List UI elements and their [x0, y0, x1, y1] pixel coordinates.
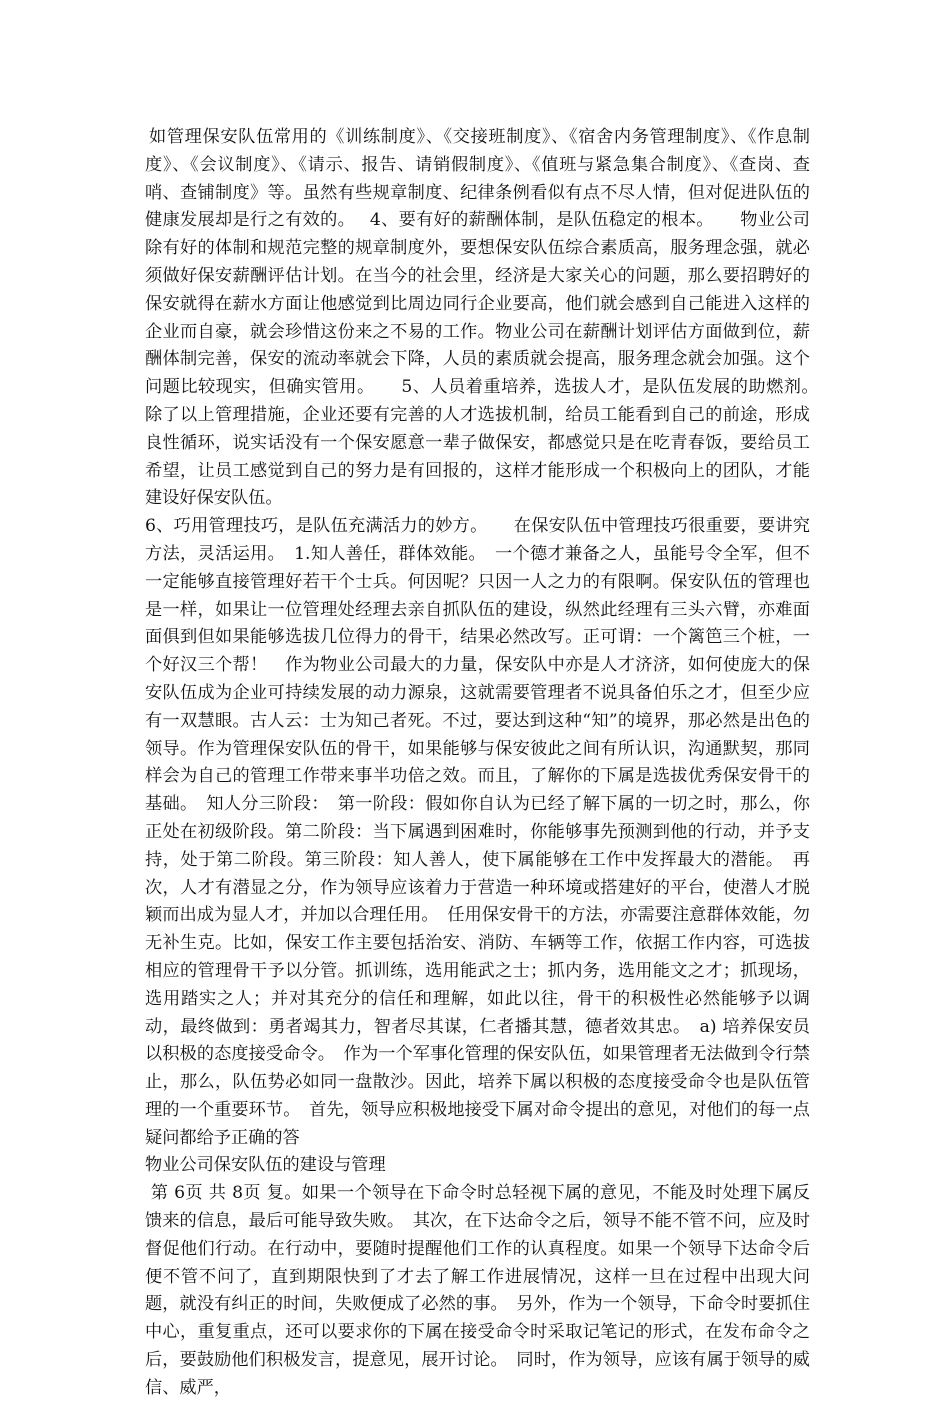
- continuation-text: 复。如果一个领导在下命令时总轻视下属的意见，不能及时处理下属反馈来的信息，最后可能导致失败。 其次，在下达命令之后，领导不能不管不问，应及时督促他们行动。在行动中，要随时提醒他们工作的认真程度。如果一个领导下达命令后便不管不问了，直到期限快到了才去了解工作进展情况，这样一旦在过程中出现大问题，就没有纠正的时间，失败便成了必然的事。 另外，作为一个领导，下命令时要抓住中心，重复重点，还可以要求你的下属在接受命令时采取记笔记的形式，在发布命令之后，要鼓励他们积极发言，提意见，展开讨论。 同时，作为领导，应该有属于领导的威信、威严，: [145, 1183, 810, 1398]
- document-body: [145, 124, 845, 1152]
- document-title: 物业公司保安队伍的建设与管理: [145, 1155, 386, 1176]
- body-paragraph-1: 如管理保安队伍常用的《训练制度》、《交接班制度》、《宿舍内务管理制度》、《作息制度》、《会议制度》、《请示、报告、请销假制度》、《值班与紧急集合制度》、《查岗、查哨、查铺制度》等。虽然有些规章制度、纪律条例看似有点不尽人情，但对促进队伍的健康发展却是行之有效的。 4、要有好的薪酬体制，是队伍稳定的根本。 物业公司除有好的体制和规范完整的规章制度外，要想保安队伍综合素质高，服务理念强，就必须做好保安薪酬评估计划。在当今的社会里，经济是大家关心的问题，那么要招聘好的保安就得在薪水方面让他感觉到比周边同行企业要高，他们就会感到自己能进入这样的企业而自豪，就会珍惜这份来之不易的工作。物业公司在薪酬计划评估方面做到位，薪酬体制完善，保安的流动率就会下降，人员的素质就会提高，服务理念就会加强。这个问题比较现实，但确实管用。 5、人员着重培养，选拔人才，是队伍发展的助燃剂。 除了以上管理措施，企业还要有完善的人才选拔机制，给员工能看到自己的前途，形成良性循环，说实话没有一个保安愿意一辈子做保安，都感觉只是在吃青春饭，要给员工希望，让员工感觉到自己的努力是有回报的，这样才能形成一个积极向上的团队，才能建设好保安队伍。: [145, 127, 845, 509]
- body-paragraph-2: 6、巧用管理技巧，是队伍充满活力的妙方。 在保安队伍中管理技巧很重要，要讲究方法，灵活运用。 1.知人善任，群体效能。 一个德才兼备之人，虽能号令全军，但不一定能够直接管理好若干个士兵。何因呢？只因一人之力的有限啊。保安队伍的管理也是一样，如果让一位管理处经理去亲自抓队伍的建设，纵然此经理有三头六臂，亦难面面俱到但如果能够选拔几位得力的骨干，结果必然改写。正可谓：一个篱笆三个桩，一个好汉三个帮！ 作为物业公司最大的力量，保安队中亦是人才济济，如何使庞大的保安队伍成为企业可持续发展的动力源泉，这就需要管理者不说具备伯乐之才，但至少应有一双慧眼。古人云：士为知己者死。不过，要达到这种“知”的境界，那必然是出色的领导。作为管理保安队伍的骨干，如果能够与保安彼此之间有所认识，沟通默契，那同样会为自己的管理工作带来事半功倍之效。而且，了解你的下属是选拔优秀保安骨干的基础。 知人分三阶段： 第一阶段：假如你自认为已经了解下属的一切之时，那么，你正处在初级阶段。第二阶段：当下属遇到困难时，你能够事先预测到他的行动，并予支持，处于第二阶段。第三阶段：知人善人，使下属能够在工作中发挥最大的潜能。 再次，人才有潜显之分，作为领导应该着力于营造一种环境或搭建好的平台，使潜人才脱颖而出成为显人才，并加以合理任用。 任用保安骨干的方法，亦需要注意群体效能，勿无补生克。比如，保安工作主要包括治安、消防、车辆等工作，依据工作内容，可选拔相应的管理骨干予以分管。抓训练，选用能武之士；抓内务，选用能文之才；抓现场，选用踏实之人；并对其充分的信任和理解，如此以往，骨干的积极性必然能够予以调动，最终做到：勇者竭其力，智者尽其谋，仁者播其慧，德者效其忠。 a) 培养保安员以积极的态度接受命令。 作为一个军事化管理的保安队伍，如果管理者无法做到令行禁止，那么，队伍势必如同一盘散沙。因此，培养下属以积极的态度接受命令也是队伍管理的一个重要环节。 首先，领导应积极地接受下属对命令提出的意见，对他们的每一点疑问都给予正确的答: [145, 516, 810, 1148]
- page-number: 第 6页 共 8页: [145, 1183, 267, 1204]
- document-page: [145, 124, 845, 1403]
- page-footer-continuation: [145, 1180, 810, 1402]
